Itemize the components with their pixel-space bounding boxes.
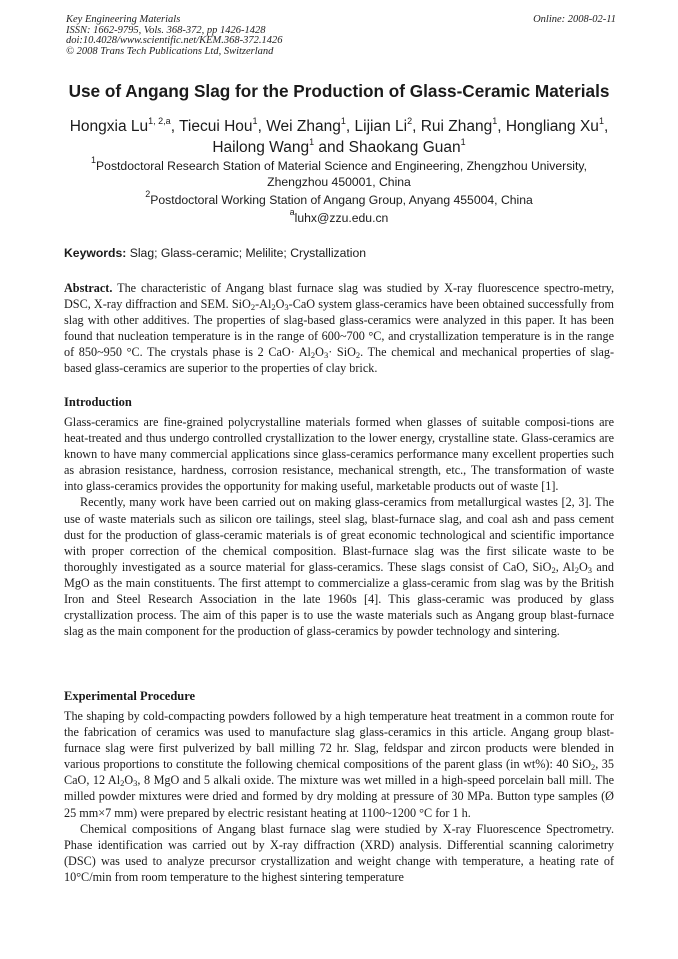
section-heading-introduction: Introduction — [64, 395, 132, 409]
author-list: Hongxia Lu$^{1, 2,a}$, Tiecui Hou$^1$, Wei Zhang$^1$, Lijian Li$^2$, Rui Zhang$^1$, Hongliang Xu$^1$, Hailong Wang$^1$ and Shaokang Guan$^1$ — [69, 116, 609, 156]
keywords — [64, 246, 616, 260]
keywords-text: Slag; Glass-ceramic; Melilite; Crystallization — [126, 246, 367, 260]
section-heading-experimental: Experimental Procedure — [64, 689, 196, 703]
journal-header — [66, 15, 616, 57]
abstract — [64, 280, 614, 377]
author: Rui Zhang$^1$ — [420, 116, 498, 135]
affiliation-2: $^2$Postdoctoral Working Station of Angang Group, Anyang 455004, China — [145, 189, 533, 207]
author: Hailong Wang$^1$ — [212, 137, 315, 156]
keywords-label: Keywords: — [64, 246, 127, 260]
abstract-label: Abstract. — [64, 281, 113, 295]
author: Hongliang Xu$^1$ — [505, 116, 604, 135]
journal-name: Key Engineering Materials — [66, 14, 181, 25]
paragraph: The shaping by cold-compacting powders followed by a high temperature heat treatment in a common route for the fabrication of ceramics was used to manufacture slag glass-ceramics in this article. Angang group blast-furnace slag were first pulverized by ball milling 72 hr. Slag, feldspar and zircon products were blended in various proportions to constitute the following chemical compositions of the parent glass (in wt%): 40 SiO$_2$, 35 CaO, 12 $Al_2O_3$, 8 MgO and 5 alkali oxide. The mixture was wet milled in a high-speed porcelain ball mill. The milled powder mixtures were dried and formed by dry molding at pressure of 30 MPa. Button type samples (Ø 25 mm×7 mm) were prepared by electric resistant heating at 1100~1200 °C for 1 h. — [64, 709, 614, 820]
experimental-body — [64, 708, 614, 885]
author: Hongxia Lu$^{1, 2,a}$ — [69, 116, 171, 135]
author: Wei Zhang$^1$ — [266, 116, 346, 135]
paragraph: Recently, many work have been carried out on making glass-ceramics from metallurgical wastes [2, 3]. The use of waste materials such as silicon ore tailings, steel slag, blast-furnace slag, and coal ash and pass cement dust for the production of glass-ceramic materials is of great economic technological and scientific importance with proper correction of the chemical composition. Blast-furnace slag was the first silicate waste to be thoroughly investigated as a source material for glass-ceramics. These slags consist of CaO, SiO$_2$, $Al_2O_3$ and MgO as the main constituents. The first attempt to commercialize a glass-ceramic from slag was by the British Iron and Steel Research Association in the late 1960s [4]. This glass-ceramic was produced by glass crystallization process. The aim of this paper is to use the waste materials such as Angang group blast-furnace slag as the main component for the production of glass-ceramics by powder technology and sintering. — [64, 495, 614, 639]
introduction-body — [64, 414, 614, 639]
abstract-text: The characteristic of Angang blast furnace slag was studied by X-ray fluorescence spectro-metry, DSC, X-ray diffraction and SEM. $SiO_2-Al_2O_3$-CaO system glass-ceramics have been obtained successfully from slag with other additives. The properties of slag-based glass-ceramics were analyzed in this paper. It has been found that nucleation temperature is in the range of 600~700 °C, and crystallization temperature is in the range of 850~950 °C. The crystals phase is 2 $CaO\cdot Al_2O_3\cdot SiO_2$. The chemical and mechanical properties of slag-based glass-ceramics are superior to the properties of clay brick. — [64, 281, 615, 376]
author: Tiecui Hou$^1$ — [179, 116, 258, 135]
copyright-line: © 2008 Trans Tech Publications Ltd, Switzerland — [66, 45, 274, 57]
author: Lijian Li$^2$ — [354, 116, 413, 135]
affiliation-1: $^1$Postdoctoral Research Station of Material Science and Engineering, Zhengzhou University, Zhengzhou 450001, China — [91, 155, 587, 189]
online-date: Online: 2008-02-11 — [533, 14, 616, 25]
paragraph: Chemical compositions of Angang blast furnace slag were studied by X-ray Fluorescence Spectrometry. Phase identification was carried out by X-ray diffraction (XRD) analysis. Differential scanning calorimetry (DSC) was used to analyze precursor crystallization and weight change with temperature, a heating rate of 10°C/min from room temperature to the highest sintering temperature — [64, 821, 614, 884]
doi-line: doi:10.4028/www.scientific.net/KEM.368-372.1426 — [66, 35, 283, 47]
author: Shaokang Guan$^1$ — [348, 137, 466, 156]
corresponding-email: $^a$luhx@zzu.edu.cn — [289, 207, 389, 225]
issn-line: ISSN: 1662-9795, Vols. 368-372, pp 1426-1428 — [66, 24, 266, 36]
paper-title: Use of Angang Slag for the Production of Glass-Ceramic Materials — [68, 81, 610, 101]
paragraph: Glass-ceramics are fine-grained polycrystalline materials formed when glasses of suitable composi-tions are heat-treated and thus undergo controlled crystallization to the lower energy, crystalline state. Glass-ceramics are known to have many commercial applications since glass-ceramics performance many excellent properties such as abrasion resistance, hardness, corrosion resistance, mechanical strength, etc., The transformation of waste into glass-ceramics provides the opportunity for making useful, marketable products out of waste [1]. — [64, 415, 614, 494]
